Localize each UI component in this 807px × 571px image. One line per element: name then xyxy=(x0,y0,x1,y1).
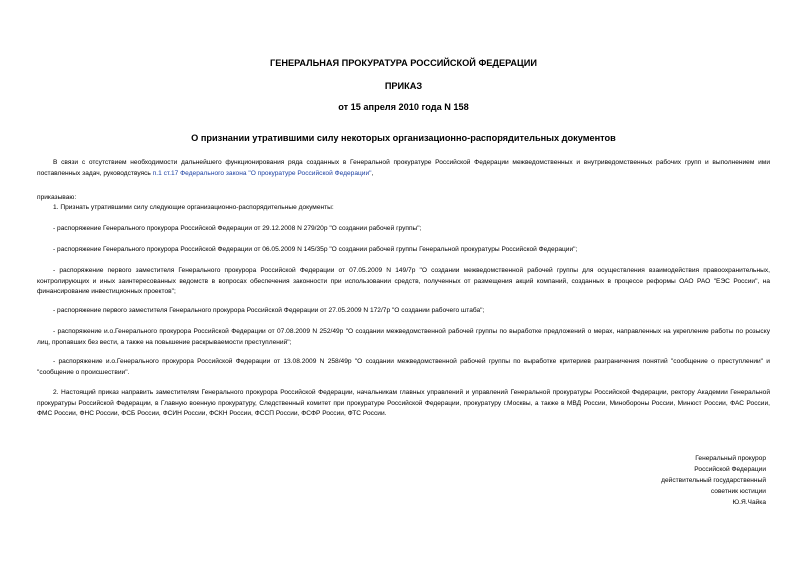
item-2-paragraph: 2. Настоящий приказ направить заместителям Генерального прокурора Российской Федерации, начальникам главных управлений и управлений Генеральной прокуратуры Российской Федерации, ректору Академии Генеральной прокуратуры Российской Федерации, в Главную военную прокуратуру, Следственный комитет при прокуратуре Российской Федерации, прокуратуру г.Москвы, а также в МВД России, Минобороны России, Минюст России, ФАС России, ФМС России, ФНС России, ФСБ России, ФСИН России, ФСКН России, ФССП России, ФСФР России, ФТС России. xyxy=(37,389,770,417)
signer-position-line-2: Российской Федерации xyxy=(694,466,766,473)
order-word: приказываю: xyxy=(37,194,77,201)
list-item: - распоряжение и.о.Генерального прокурора Российской Федерации от 07.08.2009 N 252/49р "О создании межведомственной рабочей группы по выработке предложений о мерах, направленных на укрепление работы по розыску лиц, пропавших без вести, а также на повышение раскрываемости преступлений"; xyxy=(37,328,770,346)
date-number-heading: от 15 апреля 2010 года N 158 xyxy=(338,102,469,112)
list-item: - распоряжение Генерального прокурора Российской Федерации от 29.12.2008 N 279/20р "О создании рабочей группы"; xyxy=(53,225,422,232)
document-title: О признании утратившими силу некоторых организационно-распорядительных документов xyxy=(191,133,616,143)
law-title-link[interactable]: "О прокуратуре Российской Федерации" xyxy=(248,169,372,177)
intro-paragraph: В связи с отсутствием необходимости дальнейшего функционирования ряда созданных в Генеральной прокуратуре Российской Федерации межведомственных и внутриведомственных рабочих групп и выполнением ими поставленных задач, руководствуясь п.1 ст.17 Федерального закона "О прокуратуре Российской Федерации", xyxy=(37,159,770,177)
signer-position: Генеральный прокурор xyxy=(695,455,766,462)
list-item: - распоряжение и.о.Генерального прокурора Российской Федерации от 13.08.2009 N 258/49р "О создании межведомственной рабочей группы по выработке критериев разграничения понятий "сообщение о преступлении" и "сообщение о происшествии". xyxy=(37,358,770,376)
signer-rank: действительный государственный xyxy=(661,477,766,484)
signature-block xyxy=(661,453,766,508)
law-article-link[interactable]: п.1 ст.17 Федерального закона xyxy=(152,169,247,177)
doc-type-heading: ПРИКАЗ xyxy=(384,81,423,91)
list-item: - распоряжение первого заместителя Генерального прокурора Российской Федерации от 27.05.2009 N 172/7р "О создании рабочего штаба"; xyxy=(53,307,485,314)
intro-text: В связи с отсутствием необходимости дальнейшего функционирования ряда созданных в Генеральной прокуратуре Российской Федерации межведомственных и внутриведомственных рабочих групп и выполнением ими поставленных задач, руководствуясь xyxy=(37,159,770,177)
signer-name: Ю.Я.Чайка xyxy=(732,499,766,506)
org-heading: ГЕНЕРАЛЬНАЯ ПРОКУРАТУРА РОССИЙСКОЙ ФЕДЕРАЦИИ xyxy=(270,58,537,68)
list-item: - распоряжение Генерального прокурора Российской Федерации от 06.05.2009 N 145/35р "О создании рабочей группы Генеральной прокуратуры Российской Федерации"; xyxy=(53,246,578,253)
signer-rank-line-2: советник юстиции xyxy=(710,488,766,495)
item-1-heading: 1. Признать утратившими силу следующие организационно-распорядительные документы: xyxy=(53,204,334,211)
list-item: - распоряжение первого заместителя Генерального прокурора Российской Федерации от 07.05.2009 N 149/7р "О создании межведомственной рабочей группы для осуществления взаимодействия правоохранительных, контролирующих и иных заинтересованных ведомств в вопросах обеспечения законности при использовании средств, полученных от размещения акций компаний, созданных в процессе реформы ОАО РАО "ЕЭС России", на финансирование инвестиционных проектов"; xyxy=(37,267,770,295)
